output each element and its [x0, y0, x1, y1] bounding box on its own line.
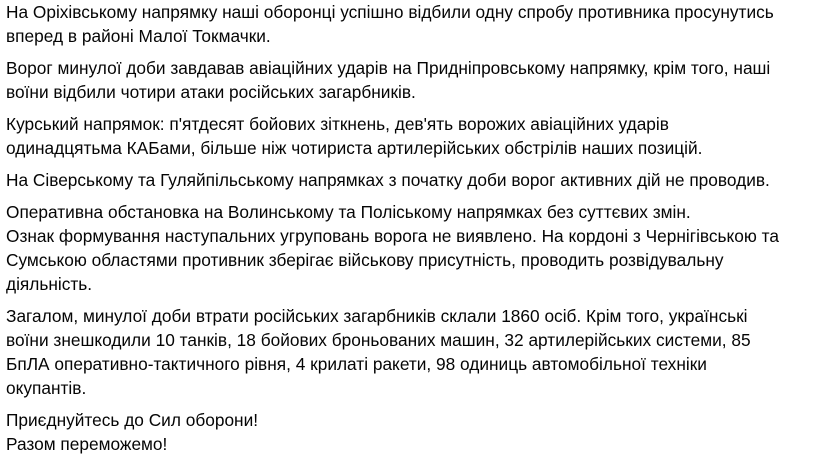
- text-line: Разом переможемо!: [6, 434, 168, 454]
- text-line: Загалом, минулої доби втрати російських загарбників склали 1860 осіб. Крім того, українські: [6, 306, 748, 326]
- text-line: На Оріхівському напрямку наші оборонці успішно відбили одну спробу противника просунутись: [6, 2, 774, 22]
- paragraph-volyn-polissia: [6, 200, 812, 296]
- paragraph-kursk: [6, 112, 812, 160]
- post-text: [6, 0, 812, 456]
- paragraph-closing: [6, 408, 812, 456]
- text-line: вперед в районі Малої Токмачки.: [6, 26, 271, 46]
- text-line: БпЛА оперативно-тактичного рівня, 4 крилаті ракети, 98 одиниць автомобільної техніки: [6, 354, 707, 374]
- paragraph-orikhiv: [6, 0, 812, 48]
- paragraph-losses: [6, 304, 812, 400]
- paragraph-prydniprovskyi: [6, 56, 812, 104]
- text-line: Сумською областями противник зберігає військову присутність, проводить розвідувальну: [6, 250, 724, 270]
- text-line: Ознак формування наступальних угруповань ворога не виявлено. На кордоні з Чернігівською та: [6, 226, 780, 246]
- text-line: воїни знешкодили 10 танків, 18 бойових броньованих машин, 32 артилерійських системи, 85: [6, 330, 751, 350]
- text-line: Оперативна обстановка на Волинському та Поліському напрямках без суттєвих змін.: [6, 202, 691, 222]
- text-line: одинадцятьма КАБами, більше ніж чотириста артилерійських обстрілів наших позицій.: [6, 138, 703, 158]
- text-line: діяльність.: [6, 274, 93, 294]
- text-line: На Сіверському та Гуляйпільському напрямках з початку доби ворог активних дій не проводив.: [6, 170, 770, 190]
- text-line: Приєднуйтесь до Сил оборони!: [6, 410, 259, 430]
- text-line: Курський напрямок: п'ятдесят бойових зіткнень, дев'ять ворожих авіаційних ударів: [6, 114, 669, 134]
- paragraph-siverskyi: [6, 168, 812, 192]
- text-line: воїни відбили чотири атаки російських загарбників.: [6, 82, 416, 102]
- text-line: окупантів.: [6, 378, 87, 398]
- text-line: Ворог минулої доби завдавав авіаційних ударів на Придніпровському напрямку, крім того, наші: [6, 58, 771, 78]
